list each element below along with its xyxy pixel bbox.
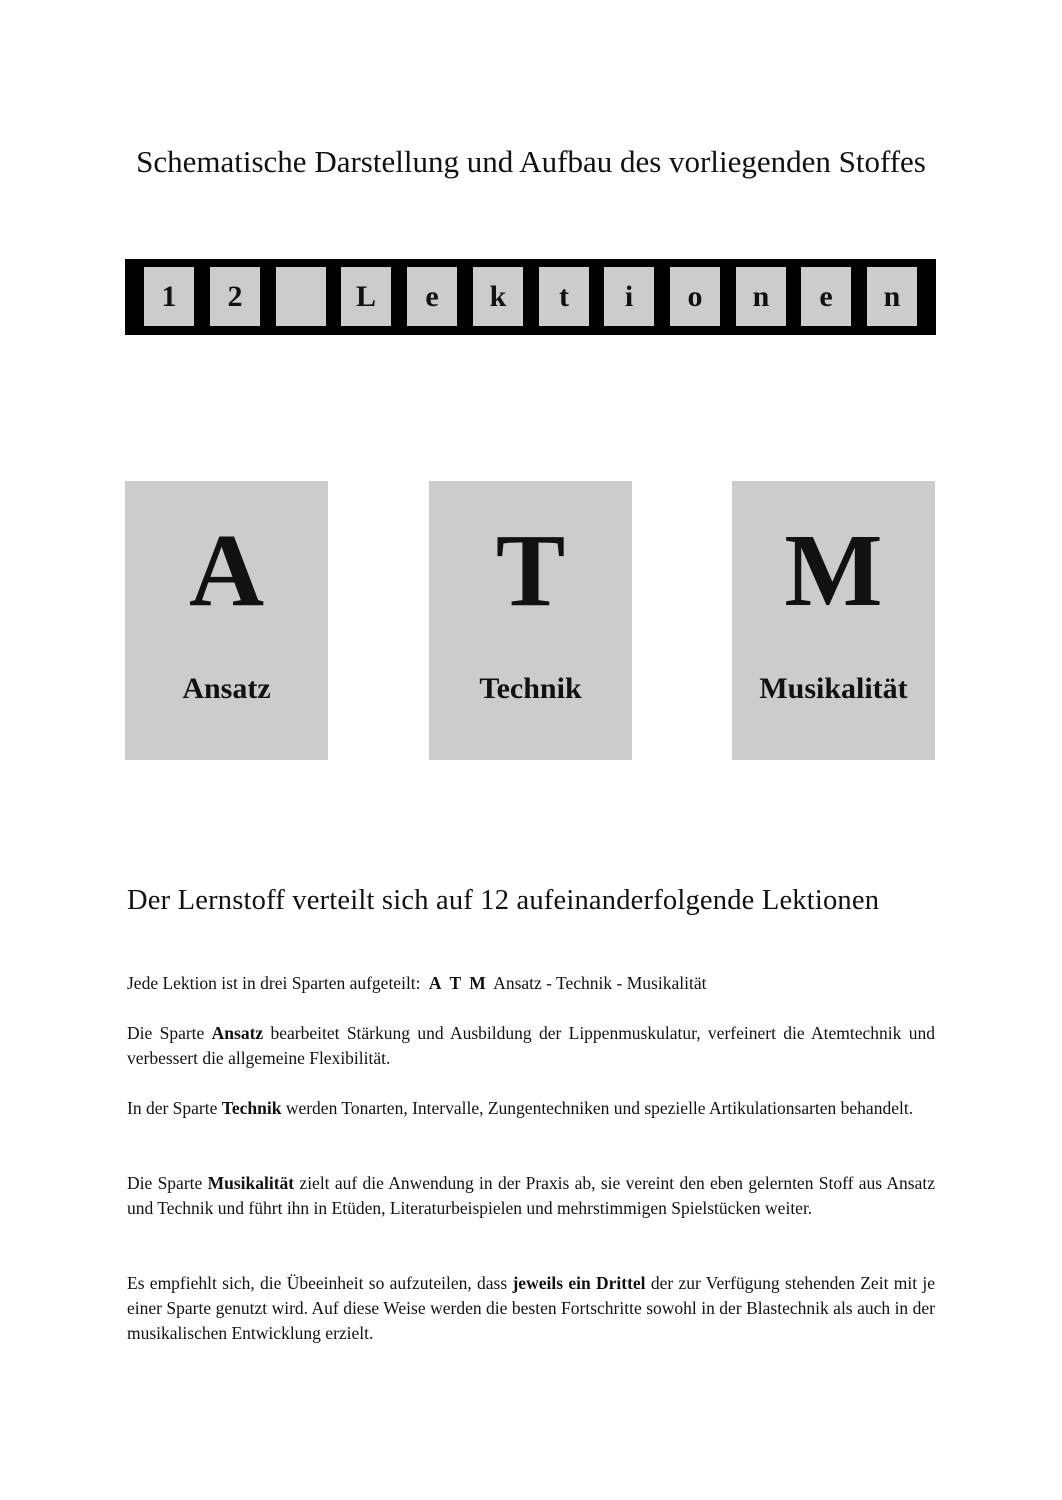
paragraph-empfehlung (127, 1271, 935, 1346)
paragraph-text: bearbeitet Stärkung und Ausbildung der Lippenmuskulatur, verfeinert die Atemtechnik und verbessert die allgemeine Flexibilität. (127, 1023, 935, 1068)
lesson-tile: L (341, 267, 391, 326)
paragraph-text: werden Tonarten, Intervalle, Zungentechniken und spezielle Artikulationsarten behandelt. (281, 1098, 914, 1118)
atm-letter-m: M (469, 973, 486, 993)
paragraph-bold: Ansatz (211, 1023, 264, 1043)
paragraph-text: In der Sparte (127, 1098, 222, 1118)
lesson-tile (276, 267, 326, 326)
paragraph-text: Es empfiehlt sich, die Übeeinheit so aufzuteilen, dass (127, 1273, 513, 1293)
lesson-tile: 1 (144, 267, 194, 326)
lesson-strip (125, 259, 936, 335)
paragraph-sparten-intro (127, 971, 935, 996)
category-card-ansatz (125, 481, 328, 760)
paragraph-bold: Musikalität (207, 1173, 295, 1193)
lesson-tile: i (604, 267, 654, 326)
page-title: Schematische Darstellung und Aufbau des vorliegenden Stoffes (136, 144, 926, 179)
section-heading: Der Lernstoff verteilt sich auf 12 aufeinanderfolgende Lektionen (127, 885, 880, 916)
lesson-tile: 2 (210, 267, 260, 326)
paragraph-bold: Technik (221, 1098, 282, 1118)
category-card-technik (429, 481, 632, 760)
paragraph-ansatz (127, 1021, 935, 1071)
atm-letter-t: T (449, 973, 462, 993)
lesson-tile: e (407, 267, 457, 326)
category-label: Ansatz (182, 672, 271, 705)
paragraph-text: Die Sparte (127, 1173, 208, 1193)
category-letter: M (784, 513, 883, 628)
lesson-tile: n (867, 267, 917, 326)
paragraph-text: Jede Lektion ist in drei Sparten aufgeteilt: (127, 973, 421, 993)
category-letter: T (495, 513, 566, 628)
paragraph-text: zielt auf die Anwendung in der Praxis ab, sie vereint den eben gelernten Stoff aus Ansatz und Technik und führt ihn in Etüden, Literaturbeispielen und mehrstimmigen Spielstücken weiter. (127, 1173, 935, 1218)
paragraph-text: Ansatz - Technik - Musikalität (493, 973, 707, 993)
lesson-tile: t (539, 267, 589, 326)
lesson-tile: e (801, 267, 851, 326)
category-letter: A (188, 513, 265, 628)
paragraph-bold: jeweils ein Drittel (512, 1273, 646, 1293)
lesson-tile: o (670, 267, 720, 326)
paragraph-technik (127, 1096, 935, 1121)
lesson-tile: k (473, 267, 523, 326)
category-label: Musikalität (759, 672, 908, 705)
category-card-musikalitaet (732, 481, 935, 760)
atm-letter-a: A (428, 973, 442, 993)
paragraph-text: der zur Verfügung stehenden Zeit mit je einer Sparte genutzt wird. Auf diese Weise werden die besten Fortschritte sowohl in der Blastechnik als auch in der musikalischen Entwicklung erzielt. (127, 1273, 935, 1343)
category-label: Technik (479, 672, 582, 705)
paragraph-text: Die Sparte (127, 1023, 212, 1043)
lesson-tile: n (736, 267, 786, 326)
paragraph-musikalitaet (127, 1171, 935, 1221)
